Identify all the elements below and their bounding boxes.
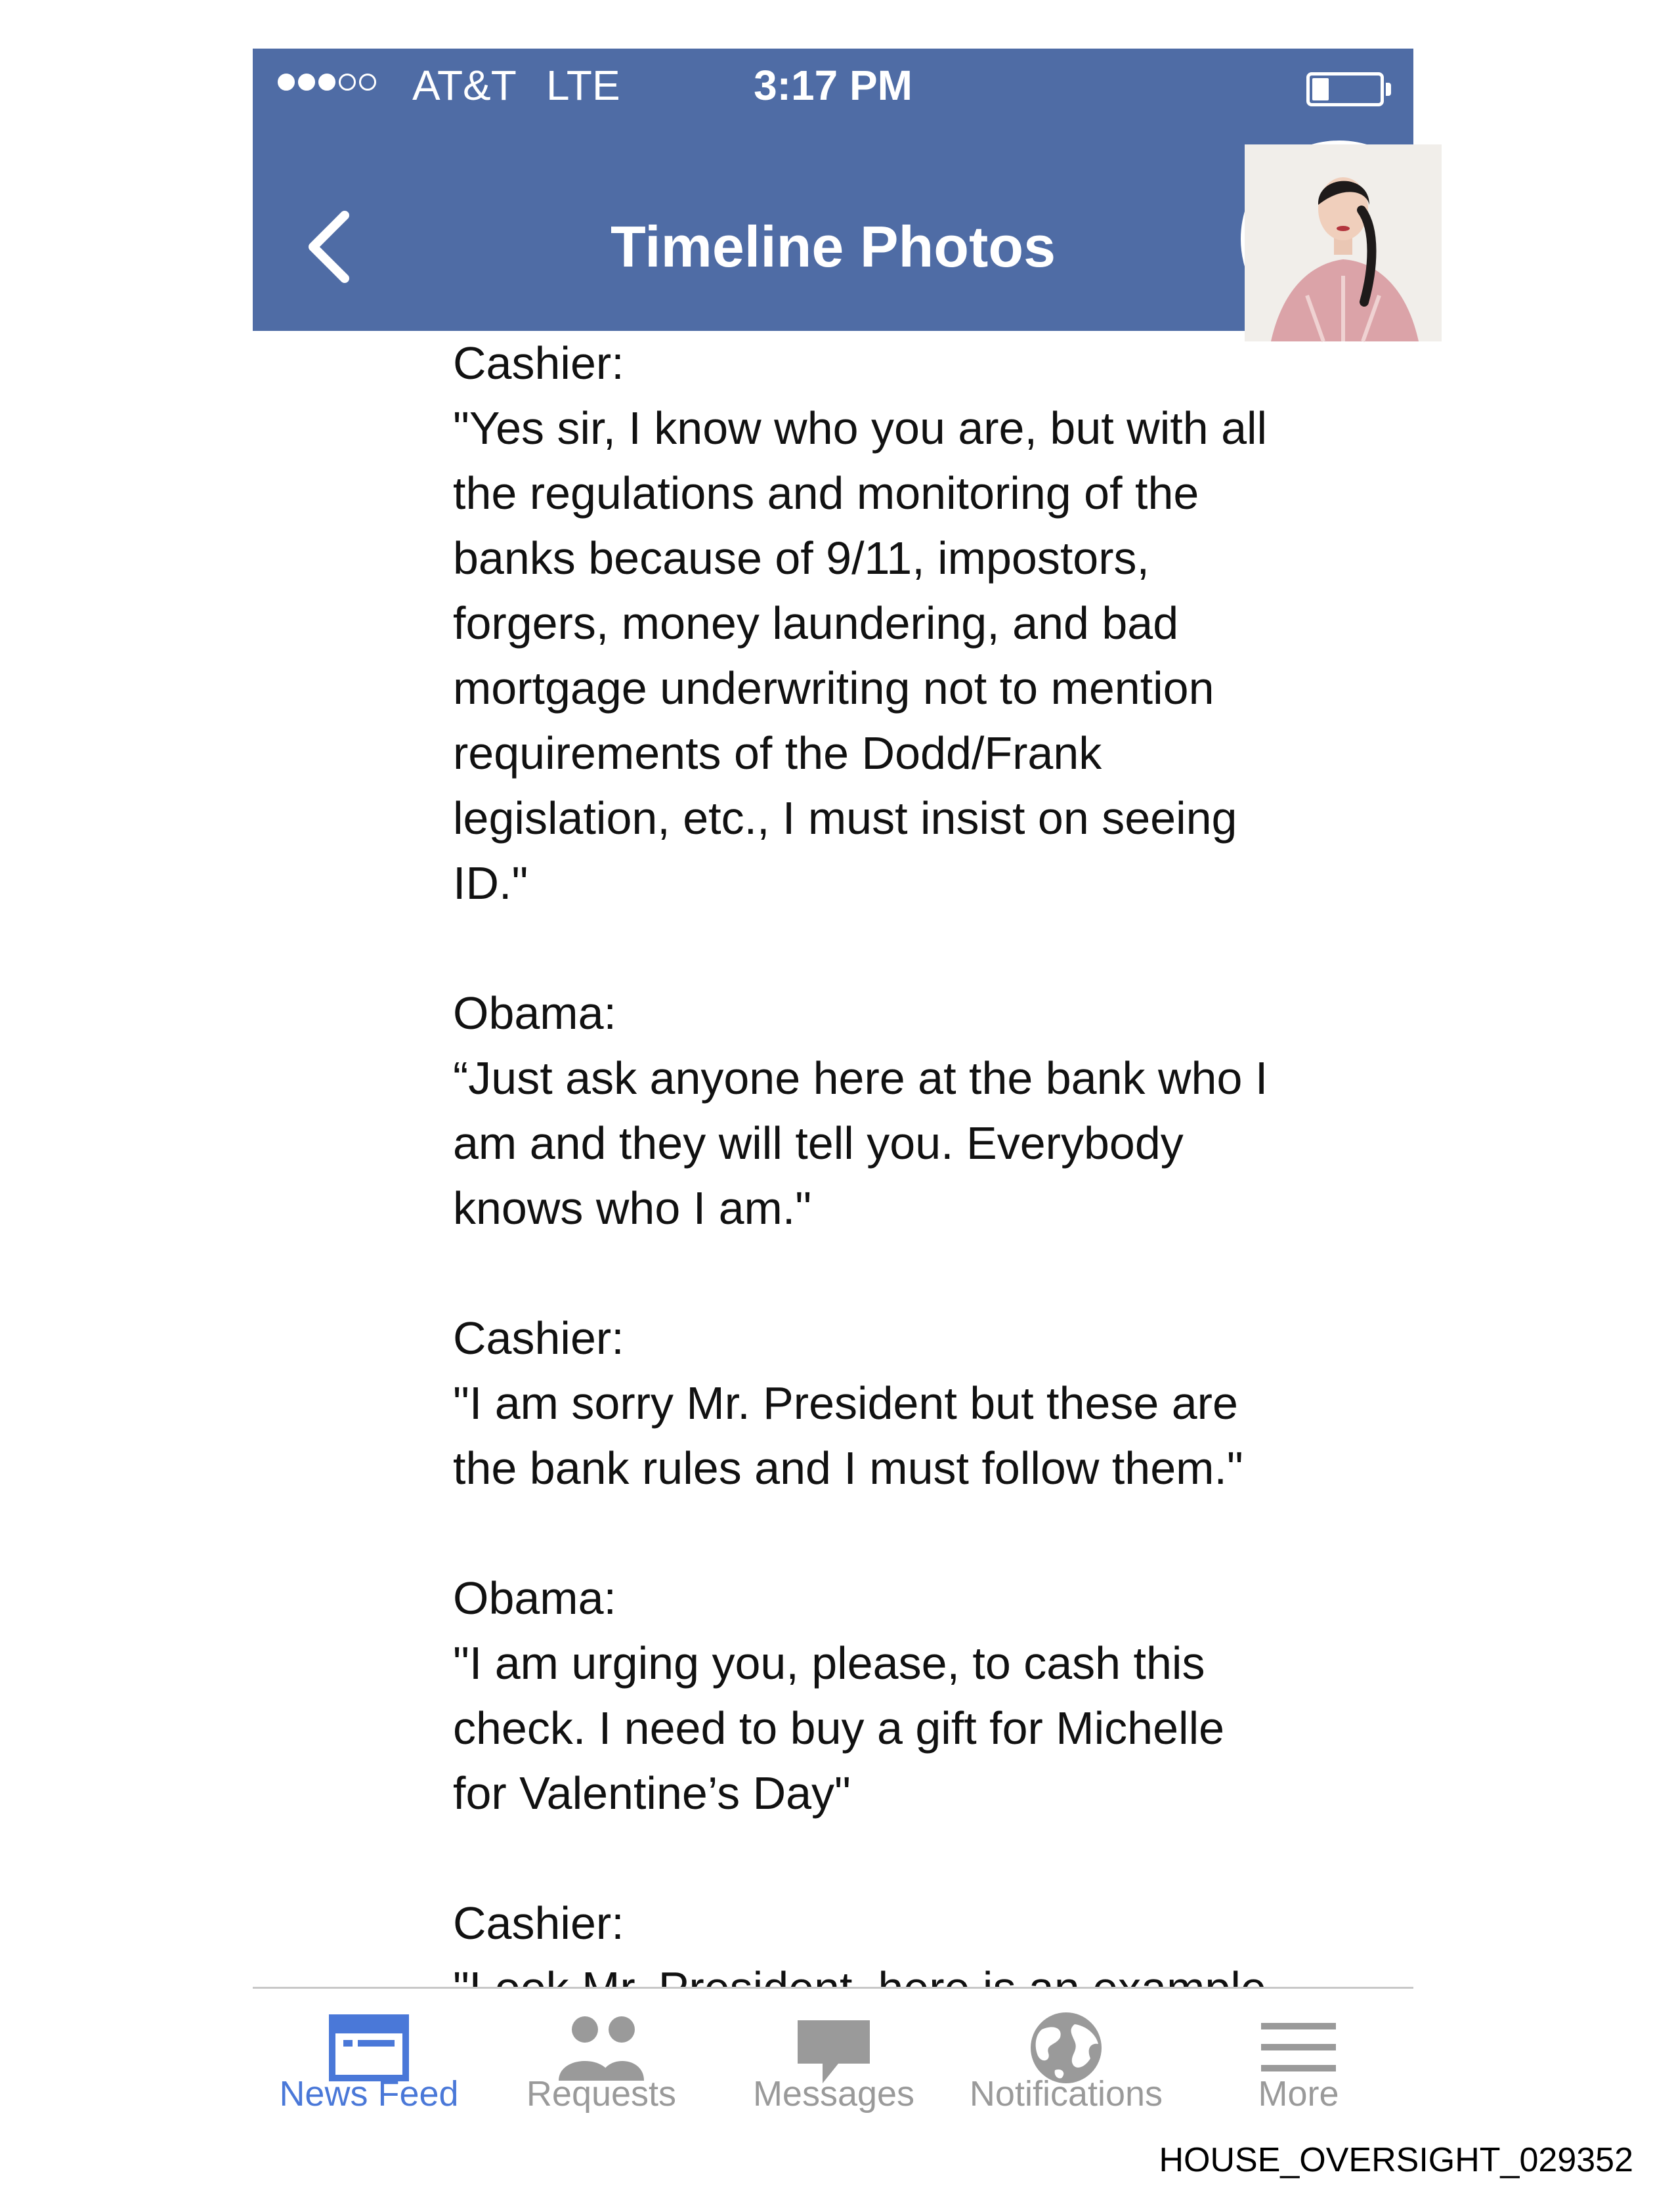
tab-label: Notifications bbox=[969, 2074, 1163, 2114]
tab-requests[interactable] bbox=[485, 1989, 718, 2123]
dialogue-line: the bank rules and I must follow them." bbox=[453, 1442, 1243, 1494]
tab-label: More bbox=[1258, 2074, 1339, 2114]
dialogue-line: "I am sorry Mr. President but these are bbox=[453, 1377, 1238, 1429]
tab-label: News Feed bbox=[279, 2074, 459, 2114]
battery-tip bbox=[1386, 83, 1391, 96]
network-type: LTE bbox=[546, 62, 620, 109]
dialogue-line: “Just ask anyone here at the bank who I bbox=[453, 1052, 1268, 1104]
avatar[interactable] bbox=[1241, 141, 1438, 337]
post-content[interactable] bbox=[453, 331, 1385, 1987]
dialogue-line: for Valentine’s Day" bbox=[453, 1767, 851, 1819]
dialogue-line: "Yes sir, I know who you are, but with all bbox=[453, 402, 1268, 454]
tab-label: Messages bbox=[752, 2074, 915, 2114]
tab-bar bbox=[253, 1989, 1413, 2123]
document-id: HOUSE_OVERSIGHT_029352 bbox=[1159, 2141, 1633, 2179]
dialogue-line: check. I need to buy a gift for Michelle bbox=[453, 1702, 1225, 1754]
dialogue-line: banks because of 9/11, impostors, bbox=[453, 532, 1149, 584]
dialogue-line: am and they will tell you. Everybody bbox=[453, 1117, 1184, 1169]
dialogue-line: the regulations and monitoring of the bbox=[453, 467, 1199, 519]
navigation-bar bbox=[253, 122, 1413, 331]
dialogue-line: mortgage underwriting not to mention bbox=[453, 662, 1214, 714]
dialogue-line: requirements of the Dodd/Frank bbox=[453, 727, 1102, 779]
dialogue-line: forgers, money laundering, and bad bbox=[453, 597, 1179, 649]
dialogue-line: "I am urging you, please, to cash this bbox=[453, 1637, 1205, 1689]
status-time: 3:17 PM bbox=[754, 62, 912, 109]
tab-notifications[interactable] bbox=[950, 1989, 1182, 2123]
dialogue-block bbox=[453, 1306, 1385, 1501]
tab-label: Requests bbox=[526, 2074, 677, 2114]
tab-news-feed[interactable] bbox=[253, 1989, 485, 2123]
speaker-name: Obama: bbox=[453, 1572, 616, 1624]
status-bar bbox=[253, 49, 1413, 122]
dialogue-line: ID." bbox=[453, 857, 528, 909]
carrier-name: AT&T bbox=[412, 62, 517, 109]
post-text bbox=[453, 331, 1385, 2021]
battery-icon bbox=[1306, 72, 1384, 106]
dialogue-block bbox=[453, 1566, 1385, 1826]
phone-screen bbox=[253, 49, 1413, 2123]
dialogue-block bbox=[453, 331, 1385, 916]
speaker-name: Cashier: bbox=[453, 1312, 624, 1364]
battery-level bbox=[1312, 78, 1329, 100]
tab-messages[interactable] bbox=[718, 1989, 950, 2123]
speaker-name: Obama: bbox=[453, 987, 616, 1039]
page-title: Timeline Photos bbox=[610, 214, 1056, 279]
dialogue-line: legislation, etc., I must insist on seeing bbox=[453, 792, 1237, 844]
speaker-name: Cashier: bbox=[453, 1898, 624, 1949]
tab-more[interactable] bbox=[1182, 1989, 1415, 2123]
dialogue-line: knows who I am." bbox=[453, 1182, 812, 1234]
profile-photo bbox=[1245, 144, 1442, 341]
speaker-name: Cashier: bbox=[453, 337, 624, 389]
dialogue-block bbox=[453, 981, 1385, 1241]
